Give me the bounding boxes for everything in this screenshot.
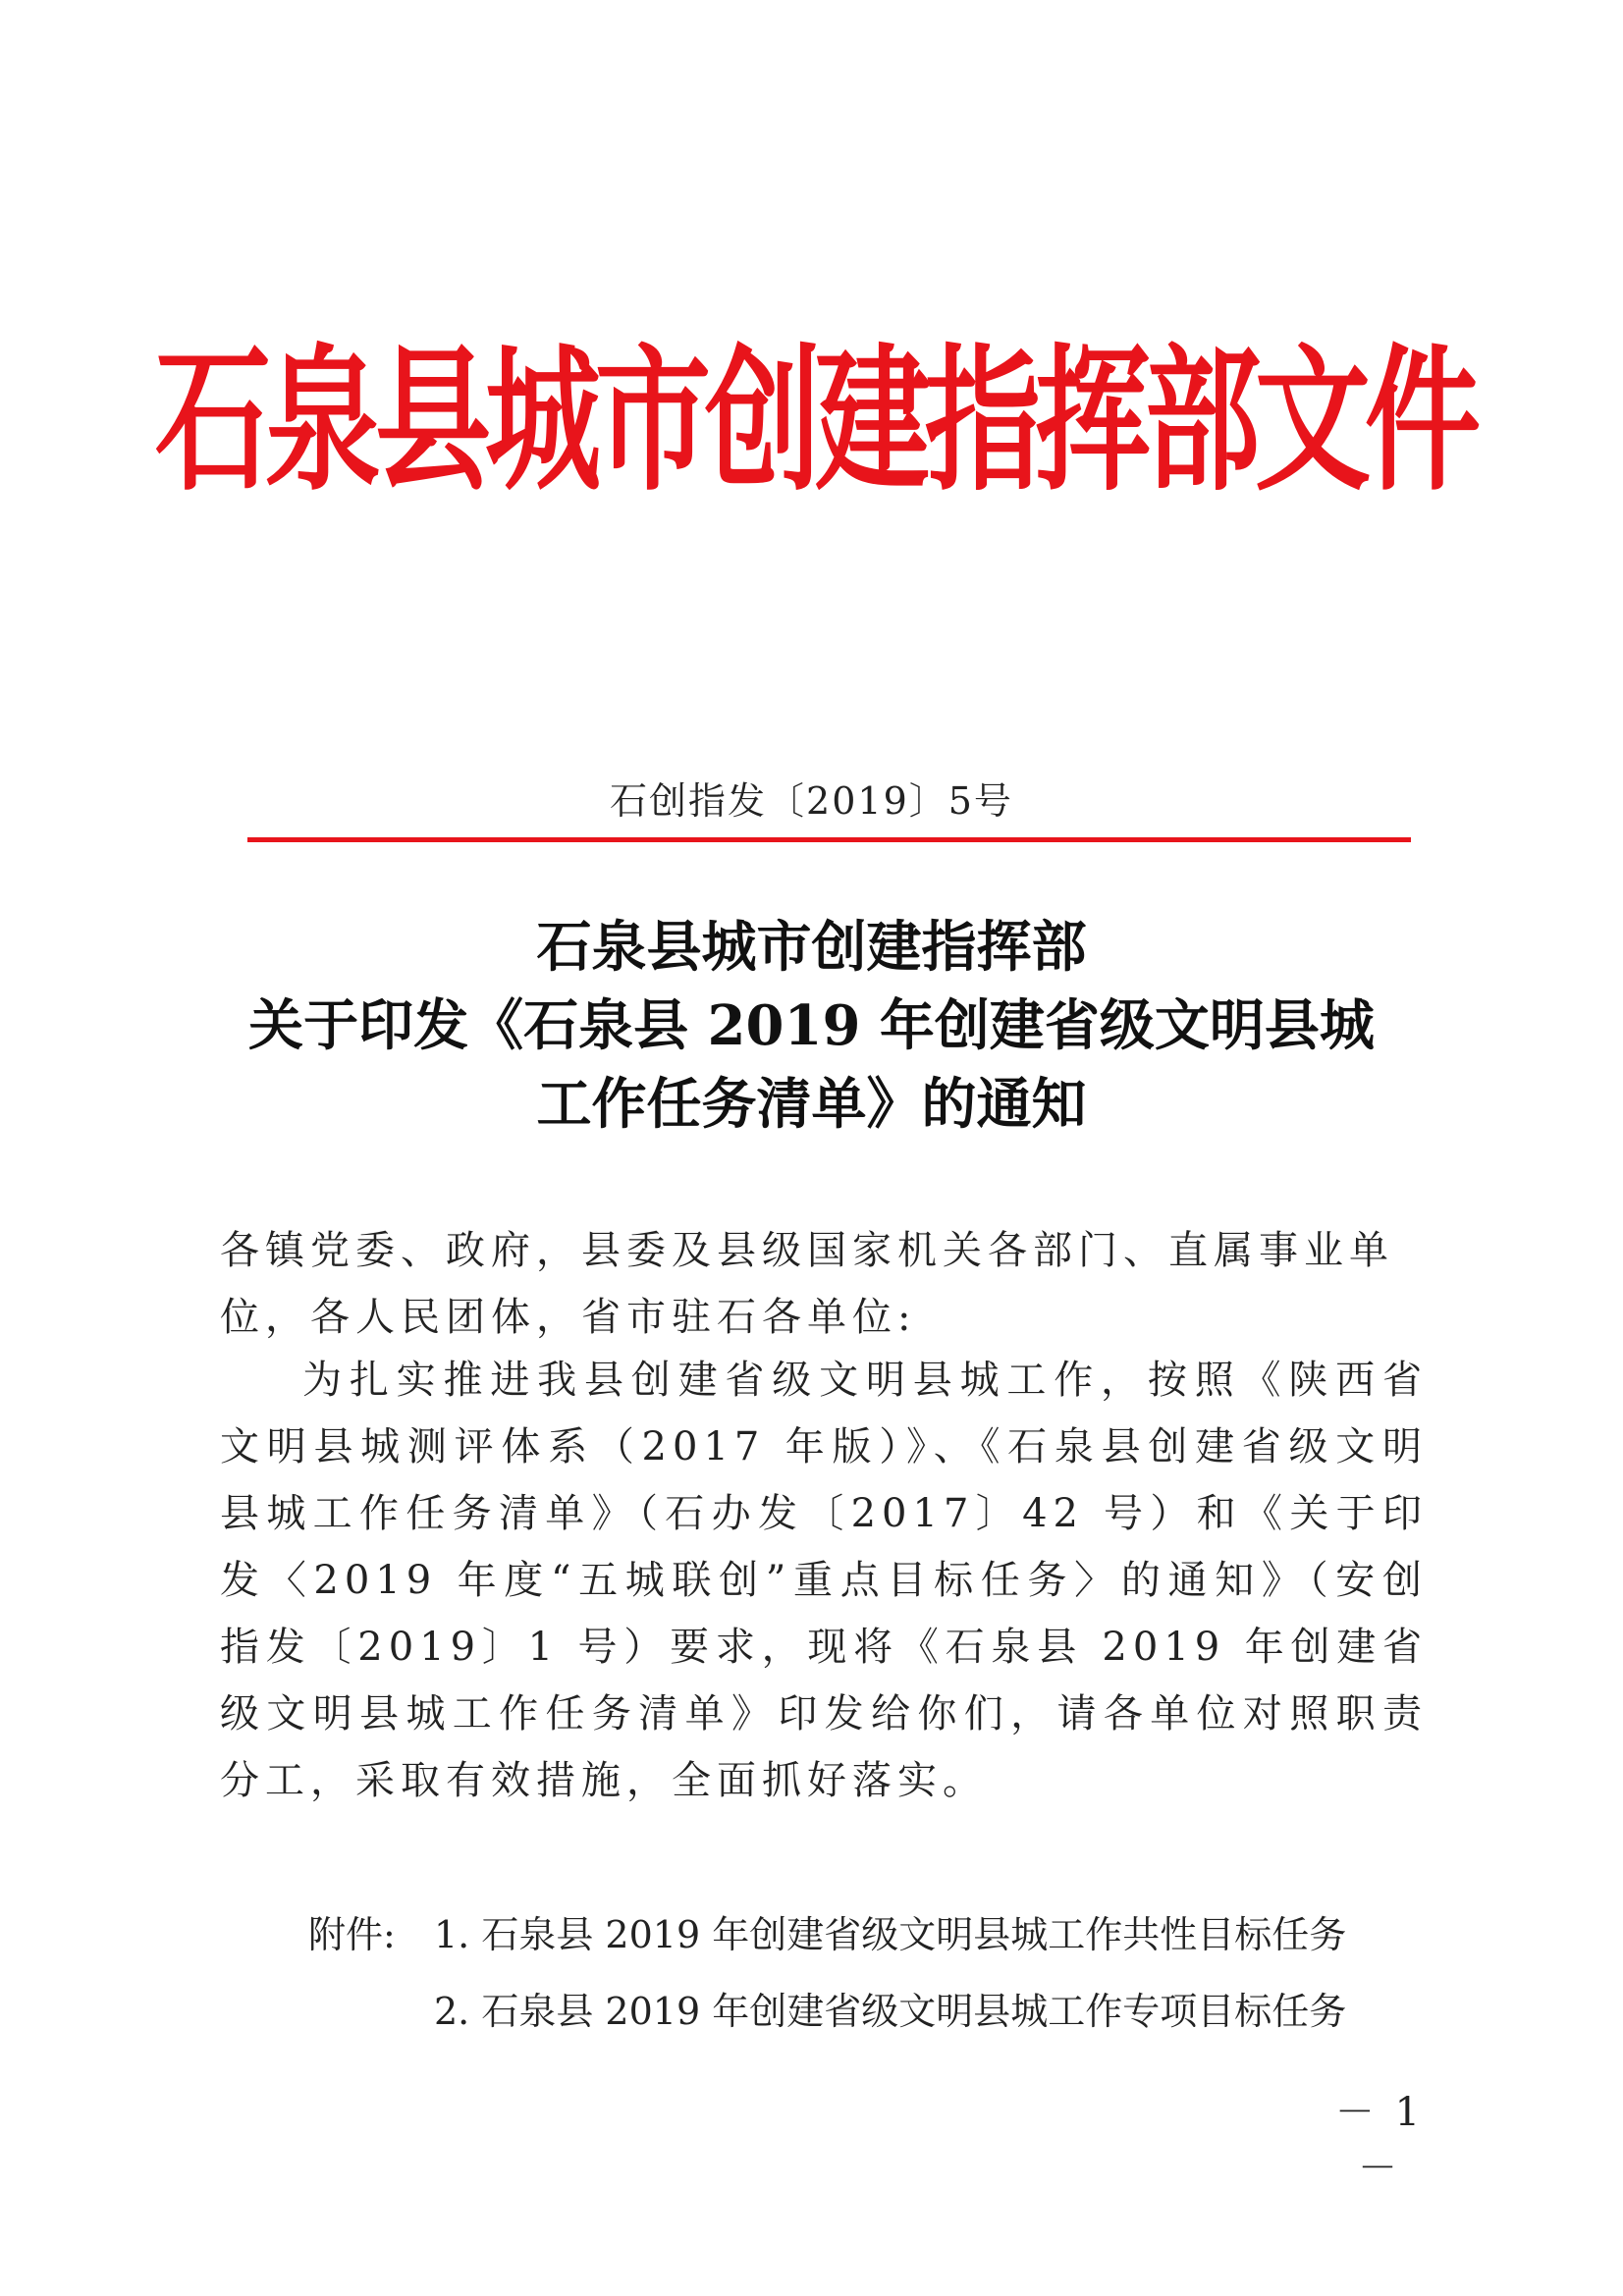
page-number: － 1 － bbox=[1334, 2090, 1425, 2191]
masthead-title: 石泉县城市创建指挥部文件 bbox=[155, 329, 1476, 512]
attachment-item-1: 1. 石泉县 2019 年创建省级文明县城工作共性目标任务 bbox=[434, 1913, 1347, 1956]
body-paragraph: 为扎实推进我县创建省级文明县城工作，按照《陕西省文明县城测评体系（2017 年版）》、《石泉县创建省级文明县城工作任务清单》（石办发〔2017〕42 号）和《关于印发〈2019 年度“五城联创”重点目标任务〉的通知》（安创指发〔2019〕1 号）要求，现将《石泉县 2019 年创建省级文明县城工作任务清单》印发给你们，请各单位对照职责分工，采取有效措施，全面抓好落实。 bbox=[220, 1358, 1428, 1803]
notice-title-line-1: 石泉县城市创建指挥部 bbox=[536, 915, 1087, 980]
attachment-item-2: 2. 石泉县 2019 年创建省级文明县城工作专项目标任务 bbox=[434, 1990, 1347, 2033]
document-number: 石创指发〔2019〕5号 bbox=[610, 779, 1013, 823]
notice-title-line-2: 关于印发《石泉县 2019 年创建省级文明县城 bbox=[248, 993, 1375, 1058]
salutation: 各镇党委、政府，县委及县级国家机关各部门、直属事业单位，各人民团体，省市驻石各单位: bbox=[220, 1228, 1394, 1340]
red-divider-line bbox=[247, 837, 1411, 842]
notice-title bbox=[0, 908, 1623, 1144]
notice-title-line-3: 工作任务清单》的通知 bbox=[536, 1072, 1087, 1137]
attachments-label: 附件: bbox=[308, 1913, 396, 1956]
